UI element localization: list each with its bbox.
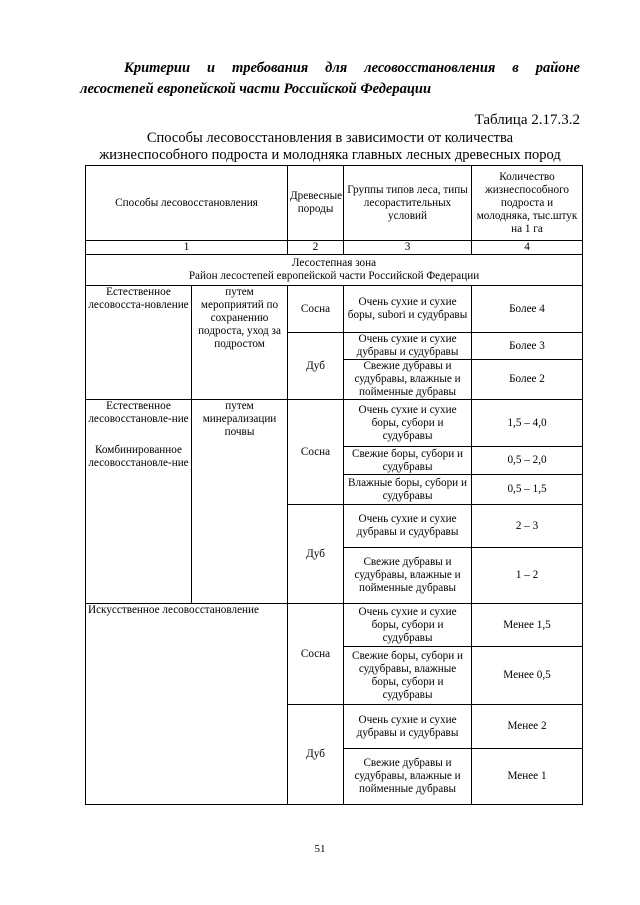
caption-line-1: Способы лесовосстановления в зависимости от количества — [146, 130, 514, 146]
quantity-cell: Менее 1,5 — [472, 604, 583, 647]
column-number: 2 — [288, 241, 344, 255]
zone-row — [86, 255, 583, 286]
forest-type-cell: Очень сухие и сухие дубравы и судубравы — [344, 333, 472, 360]
forest-type-cell: Свежие боры, субори и судубравы, влажные боры, субори и судубравы — [344, 647, 472, 705]
heading-line-1: Критерии и требования для лесовосстановления в районе — [124, 60, 580, 76]
quantity-cell: 2 – 3 — [472, 505, 583, 548]
species-oak: Дуб — [288, 505, 344, 604]
forest-type-cell: Очень сухие и сухие боры, субори и судубравы — [344, 604, 472, 647]
forest-type-cell: Очень сухие и сухие дубравы и судубравы — [344, 705, 472, 749]
caption-line-2: жизнеспособного подроста и молодняка главных лесных древесных пород — [99, 147, 561, 163]
measure-preservation: путем мероприятий по сохранению подроста, уход за подростом — [192, 286, 288, 400]
table-caption — [80, 130, 580, 164]
quantity-cell: 0,5 – 1,5 — [472, 475, 583, 505]
header-method: Способы лесовосстановления — [86, 166, 288, 241]
zone-cell — [86, 255, 583, 286]
forest-type-cell: Очень сухие и сухие боры, субори и судубравы — [344, 400, 472, 447]
page-number: 51 — [314, 843, 326, 855]
regeneration-methods-table — [85, 165, 583, 805]
quantity-cell: Более 3 — [472, 333, 583, 360]
species-oak: Дуб — [288, 333, 344, 400]
table-header-row — [86, 166, 583, 241]
forest-type-cell: Очень сухие и сухие боры, subori и судубравы — [344, 286, 472, 333]
forest-type-cell: Свежие дубравы и судубравы, влажные и пойменные дубравы — [344, 360, 472, 400]
column-number-row — [86, 241, 583, 255]
forest-type-cell: Очень сухие и сухие дубравы и судубравы — [344, 505, 472, 548]
heading-line-2: лесостепей европейской части Российской Федерации — [80, 81, 432, 97]
forest-type-cell: Свежие боры, субори и судубравы — [344, 447, 472, 475]
quantity-cell: Более 4 — [472, 286, 583, 333]
column-number: 4 — [472, 241, 583, 255]
quantity-cell: 1,5 – 4,0 — [472, 400, 583, 447]
method-natural: Естественное лесовосстановле-ние — [88, 400, 189, 425]
document-heading — [80, 58, 580, 100]
forest-type-cell: Свежие дубравы и судубравы, влажные и пойменные дубравы — [344, 548, 472, 604]
forest-type-cell: Влажные боры, субори и судубравы — [344, 475, 472, 505]
header-quantity: Количество жизнеспособного подроста и молодняка, тыс.штук на 1 га — [472, 166, 583, 241]
quantity-cell: 0,5 – 2,0 — [472, 447, 583, 475]
table-row — [86, 604, 583, 647]
header-species: Древесные породы — [288, 166, 344, 241]
measure-mineralization: путем минерализации почвы — [192, 400, 288, 604]
table-row — [86, 400, 583, 447]
method-artificial: Искусственное лесовосстановление — [86, 604, 288, 805]
table-row — [86, 286, 583, 333]
method-natural: Естественное лесовосста-новление — [86, 286, 192, 400]
quantity-cell: Менее 1 — [472, 749, 583, 805]
method-natural-combined — [86, 400, 192, 604]
quantity-cell: Менее 2 — [472, 705, 583, 749]
quantity-cell: Менее 0,5 — [472, 647, 583, 705]
table-number: Таблица 2.17.3.2 — [474, 112, 580, 128]
zone-name: Лесостепная зона — [291, 257, 377, 269]
column-number: 1 — [86, 241, 288, 255]
quantity-cell: Более 2 — [472, 360, 583, 400]
species-pine: Сосна — [288, 400, 344, 505]
quantity-cell: 1 – 2 — [472, 548, 583, 604]
method-combined: Комбинированное лесовосстановле-ние — [88, 444, 189, 469]
species-oak: Дуб — [288, 705, 344, 805]
forest-type-cell: Свежие дубравы и судубравы, влажные и пойменные дубравы — [344, 749, 472, 805]
species-pine: Сосна — [288, 286, 344, 333]
species-pine: Сосна — [288, 604, 344, 705]
header-forest-types: Группы типов леса, типы лесорастительных условий — [344, 166, 472, 241]
column-number: 3 — [344, 241, 472, 255]
region-name: Район лесостепей европейской части Российской Федерации — [188, 270, 480, 282]
